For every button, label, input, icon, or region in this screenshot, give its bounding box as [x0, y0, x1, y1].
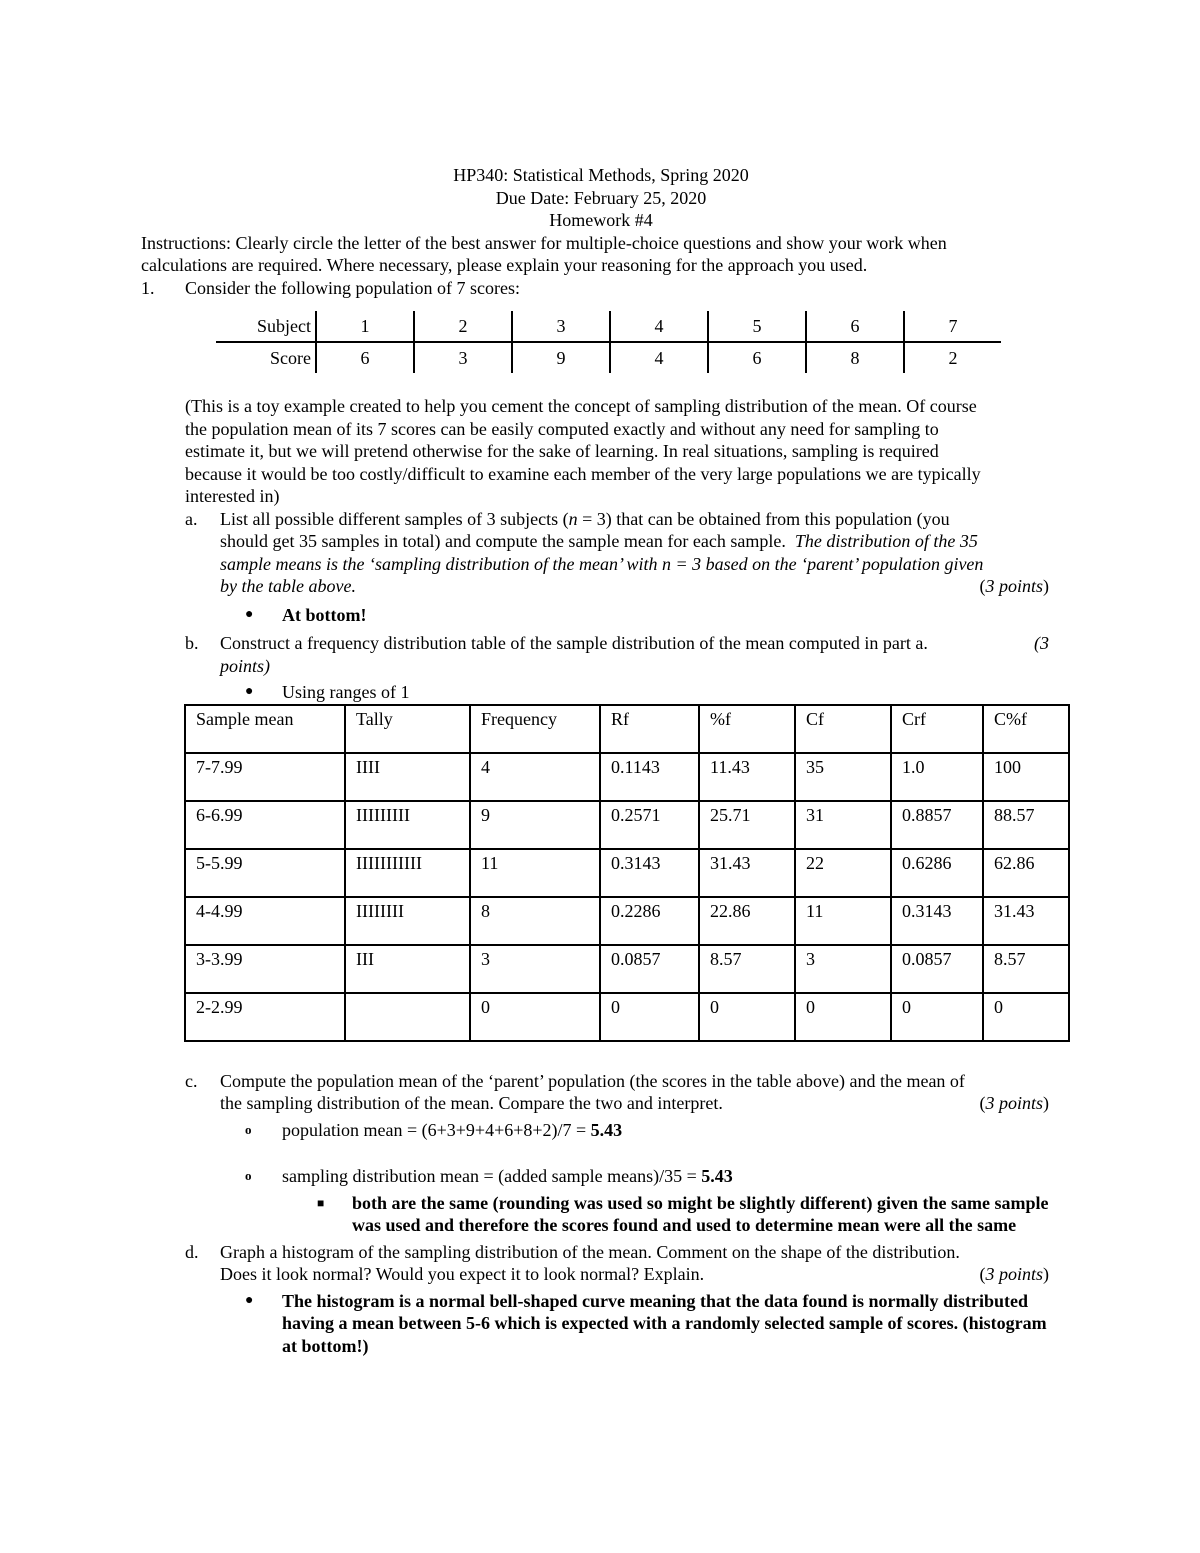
part-b-bullet: Using ranges of 1 [282, 682, 410, 702]
table-cell: 0 [891, 993, 983, 1041]
score-cell: 8 [806, 342, 904, 373]
table-cell: 11 [795, 897, 891, 945]
subject-cell: 2 [414, 311, 512, 342]
part-c-points-text: 3 points [985, 1093, 1043, 1113]
score-cell: 6 [708, 342, 806, 373]
part-c-text: Compute the population mean of the ‘parent’ population (the scores in the table above) and the mean of [220, 1070, 965, 1091]
part-a-text: List all possible different samples of 3 subjects ( [220, 508, 569, 529]
score-cell: 4 [610, 342, 708, 373]
table-cell: IIII [345, 753, 470, 801]
subject-cell: 5 [708, 311, 806, 342]
part-c-text: the sampling distribution of the mean. Compare the two and interpret. [220, 1093, 723, 1113]
part-c-conclusion: both are the same (rounding was used so might be slightly different) given the same sample was used and therefore the scores found and used to determine mean were all the same [352, 1192, 1049, 1235]
column-header: Tally [345, 705, 470, 753]
table-cell: 0.3143 [600, 849, 699, 897]
table-row [185, 753, 1069, 801]
table-cell: 3 [795, 945, 891, 993]
bullet-icon: ● [245, 684, 254, 699]
table-cell: 6-6.99 [185, 801, 345, 849]
part-b-text: Construct a frequency distribution table of the sample distribution of the mean computed in part a. [220, 633, 928, 653]
part-b [141, 632, 1061, 1042]
table-cell: 2-2.99 [185, 993, 345, 1041]
subject-cell: 1 [316, 311, 414, 342]
part-a-italic: The distribution of the 35 [794, 531, 978, 551]
table-cell: 88.57 [983, 801, 1069, 849]
table-cell: 100 [983, 753, 1069, 801]
course-title: HP340: Statistical Methods, Spring 2020 [453, 165, 749, 185]
score-cell: 2 [904, 342, 1001, 373]
table-cell: 22.86 [699, 897, 795, 945]
table-cell: 3-3.99 [185, 945, 345, 993]
part-b-points-open: (3 [1034, 633, 1049, 653]
population-table-score-row [216, 342, 1001, 373]
part-a-text: = 3) that can be obtained from this population (you [577, 508, 950, 529]
table-cell: 35 [795, 753, 891, 801]
population-table-subject-row [216, 311, 1001, 342]
population-table [216, 311, 1001, 373]
table-cell: 31 [795, 801, 891, 849]
table-cell: 0.8857 [891, 801, 983, 849]
table-cell: 9 [470, 801, 600, 849]
frequency-table [184, 704, 1070, 1042]
subject-cell: 6 [806, 311, 904, 342]
table-cell: IIIIIIII [345, 897, 470, 945]
table-cell: IIIIIIIII [345, 801, 470, 849]
table-cell: 0.2286 [600, 897, 699, 945]
frequency-table-header [185, 705, 1069, 753]
subject-label: Subject [216, 311, 316, 342]
score-cell: 3 [414, 342, 512, 373]
table-cell: IIIIIIIIIII [345, 849, 470, 897]
instructions-line-2: calculations are required. Where necessary, please explain your reasoning for the approach you used. [141, 255, 868, 275]
part-a-answer: At bottom! [282, 604, 367, 625]
part-a-italic: by the table above. [220, 576, 356, 596]
note-line: interested in) [185, 486, 280, 506]
part-a-label: a. [185, 508, 198, 529]
table-cell: 8.57 [699, 945, 795, 993]
part-c-label: c. [185, 1070, 198, 1091]
part-d-points: (3 points) [979, 1264, 1049, 1284]
question-1-number: 1. [141, 277, 155, 298]
part-d-points-text: 3 points [985, 1264, 1043, 1284]
subject-cell: 4 [610, 311, 708, 342]
table-cell: 0 [600, 993, 699, 1041]
column-header: C%f [983, 705, 1069, 753]
part-a-points-text: 3 points [985, 576, 1043, 596]
circle-bullet-icon: o [245, 1168, 252, 1183]
part-a-n: n [568, 508, 578, 529]
table-row [185, 993, 1069, 1041]
score-cell: 6 [316, 342, 414, 373]
table-cell: 25.71 [699, 801, 795, 849]
table-cell: 0.0857 [600, 945, 699, 993]
table-cell: 0.0857 [891, 945, 983, 993]
table-cell: 0 [795, 993, 891, 1041]
score-label: Score [270, 347, 311, 368]
table-cell: 0.2571 [600, 801, 699, 849]
table-cell: 11 [470, 849, 600, 897]
table-row [185, 801, 1069, 849]
square-bullet-icon: ■ [317, 1195, 325, 1210]
table-cell: 8.57 [983, 945, 1069, 993]
column-header: Frequency [470, 705, 600, 753]
part-a-points: (3 points) [979, 576, 1049, 596]
bullet-icon: ● [245, 1292, 254, 1308]
part-a-italic: sample means is the ‘sampling distribution of the mean’ with n = 3 based on the ‘parent’ population given [220, 553, 984, 574]
part-d-text: Does it look normal? Would you expect it to look normal? Explain. [220, 1264, 705, 1284]
table-cell: 0.6286 [891, 849, 983, 897]
table-cell: 11.43 [699, 753, 795, 801]
column-header: Rf [600, 705, 699, 753]
table-cell: 3 [470, 945, 600, 993]
table-cell [345, 993, 470, 1041]
due-date: Due Date: February 25, 2020 [495, 187, 707, 208]
table-row [185, 849, 1069, 897]
note-line: the population mean of its 7 scores can be easily computed exactly and without any need for sampling to [185, 418, 939, 439]
part-d-label: d. [185, 1241, 199, 1262]
column-header: Cf [795, 705, 891, 753]
table-cell: 5-5.99 [185, 849, 345, 897]
table-cell: 1.0 [891, 753, 983, 801]
column-header: Sample mean [185, 705, 345, 753]
population-mean-text: population mean = (6+3+9+4+6+8+2)/7 = [282, 1119, 591, 1140]
score-cell: 9 [512, 342, 610, 373]
note-line: estimate it, but we will pretend otherwise for the sake of learning. In real situations, sampling is required [185, 441, 939, 461]
note-line: (This is a toy example created to help you cement the concept of sampling distribution of the mean. Of course [185, 396, 977, 416]
part-b-label: b. [185, 633, 199, 653]
part-d-answer: The histogram is a normal bell-shaped curve meaning that the data found is normally distributed having a mean between 5-6 which is expected with a randomly selected sample of scores. (histogram at bottom!) [282, 1290, 1047, 1356]
population-mean-value: 5.43 [590, 1119, 623, 1140]
column-header: Crf [891, 705, 983, 753]
table-cell: 0.3143 [891, 897, 983, 945]
circle-bullet-icon: o [245, 1121, 252, 1137]
question-1 [141, 277, 1061, 300]
table-cell: 0.1143 [600, 753, 699, 801]
question-1-text: Consider the following population of 7 scores: [185, 277, 520, 298]
table-cell: 31.43 [983, 897, 1069, 945]
part-b-points-close: points) [220, 655, 271, 676]
subject-cell: 7 [904, 311, 1001, 342]
table-cell: 7-7.99 [185, 753, 345, 801]
table-cell: 31.43 [699, 849, 795, 897]
table-cell: 4 [470, 753, 600, 801]
subject-cell: 3 [512, 311, 610, 342]
instructions-line-1: Instructions: Clearly circle the letter of the best answer for multiple-choice questions and show your work when [141, 232, 947, 253]
table-cell: III [345, 945, 470, 993]
column-header: %f [699, 705, 795, 753]
part-a [141, 508, 1061, 627]
table-cell: 4-4.99 [185, 897, 345, 945]
table-cell: 8 [470, 897, 600, 945]
table-cell: 62.86 [983, 849, 1069, 897]
table-cell: 0 [699, 993, 795, 1041]
sampling-mean-text: sampling distribution mean = (added sample means)/35 = [282, 1166, 702, 1186]
toy-example-note [141, 395, 1061, 508]
table-row [185, 945, 1069, 993]
homework-page [141, 164, 1061, 1357]
table-row [185, 897, 1069, 945]
table-cell: 0 [470, 993, 600, 1041]
table-cell: 0 [983, 993, 1069, 1041]
sampling-mean-value: 5.43 [701, 1166, 733, 1186]
part-c [141, 1070, 1061, 1237]
bullet-icon: ● [245, 606, 254, 622]
part-a-text: should get 35 samples in total) and compute the sample mean for each sample. [220, 531, 795, 551]
table-cell: 22 [795, 849, 891, 897]
part-d [141, 1241, 1061, 1358]
part-c-points: (3 points) [979, 1093, 1049, 1113]
homework-number: Homework #4 [549, 210, 653, 230]
part-d-text: Graph a histogram of the sampling distribution of the mean. Comment on the shape of the distribution. [220, 1241, 960, 1262]
note-line: because it would be too costly/difficult to examine each member of the very large populations we are typically [185, 463, 981, 484]
